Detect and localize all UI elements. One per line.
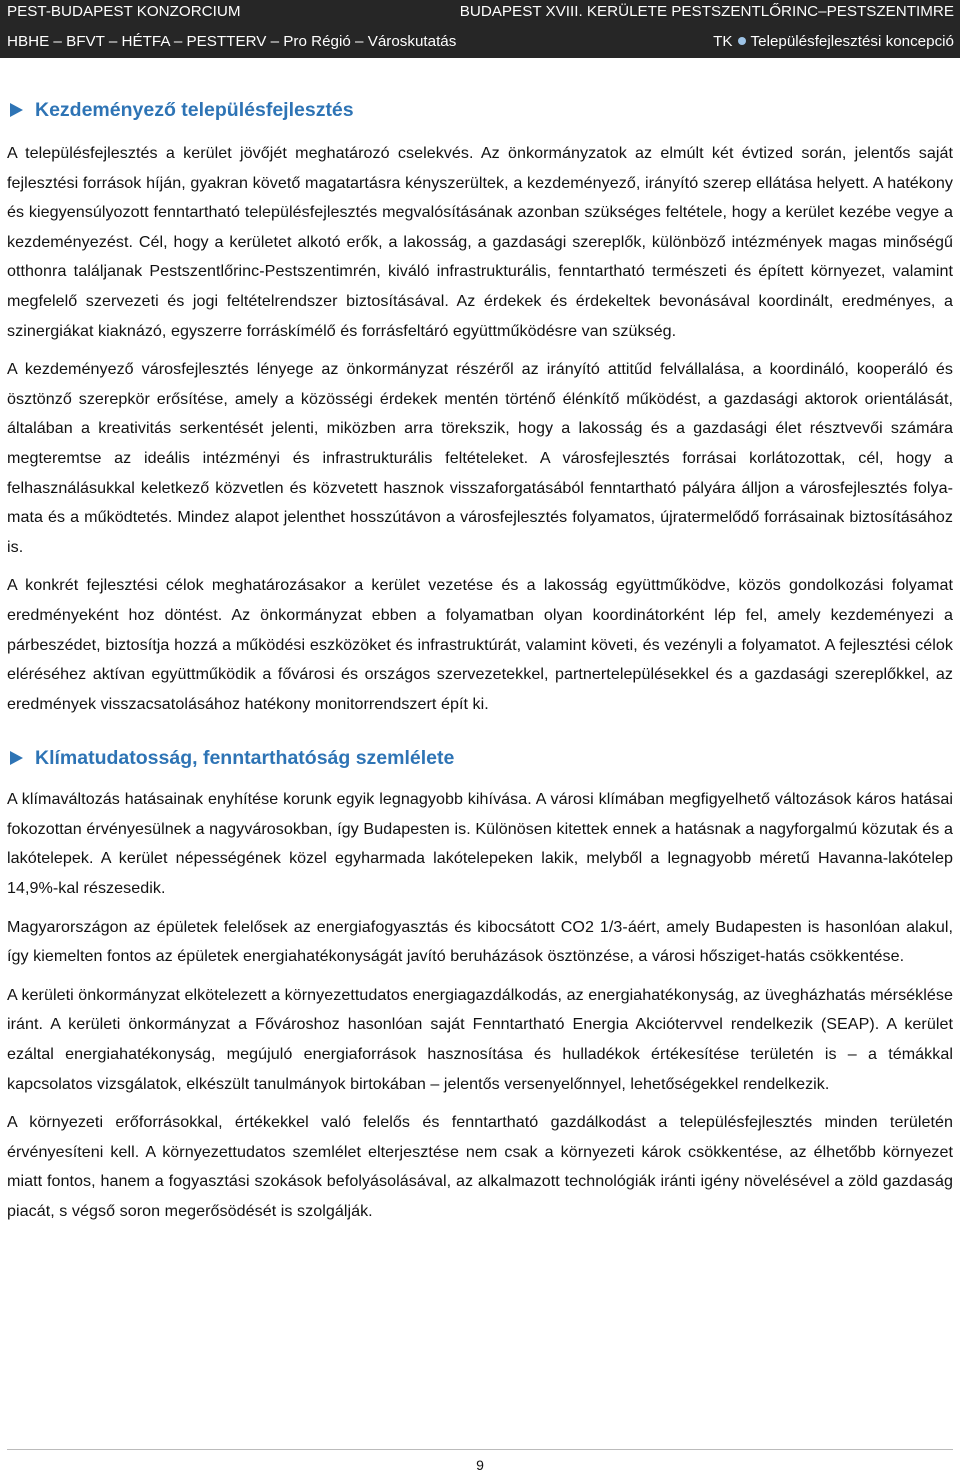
section-kezdemenyezo	[7, 97, 953, 719]
partners-list: HBHE – BFVT – HÉTFA – PESTTERV – Pro Régió – Városkutatás	[7, 33, 457, 50]
section-heading-text: Klímatudatosság, fenntarthatóság szemlélete	[35, 747, 455, 770]
district-name: BUDAPEST XVIII. KERÜLETE PESTSZENTLŐRINC–PESTSZENTIMRE	[459, 3, 954, 20]
page-number: 9	[476, 1457, 484, 1473]
section-heading	[7, 745, 953, 771]
section-heading	[7, 97, 953, 123]
paragraph: A településfejlesztés a kerület jövőjét meghatározó cselekvés. Az önkormányzatok az elmúlt két évtized során, jelentős saját fejlesztési források híján, gyakran követő magatartásra kényszerültek, a kezdeményező, irányító szerep ellátása helyett. A hatékony és kiegyensúlyozott fenntartható településfejlesztés megvalósításának azonban szükséges feltétele, hogy a kerület kezébe vegye a kezdeményezést. Cél, hogy a kerületet alkotó erők, a lakosság, a gazdasági szereplők, különböző intézmények magas minőségű otthonra találjanak Pestszentlőrinc-Pestszentimrén, kiváló infrastrukturális, fenntartható természeti és épített környezet, valamint megfelelő szervezeti és jogi feltételrendszer biztosításával. Az érdekek és érdekeltek bevonásával koordinált, eredményes, a szinergiákat kiaknázó, egyszerre forráskímélő és forrásfeltáró együttműködésre van szükség.	[7, 144, 953, 340]
paragraph: A kezdeményező városfejlesztés lényege az önkormányzat részéről az irányító attitűd felvállalása, a koordináló, kooperáló és ösztönző szerepkör erősítése, amely a közösségi érdekek mentén történő élénkítő működést, a gazdasági aktorok orientálását, általában a kreativitás serkentését jelenti, miközben arra törekszik, hogy a lakosság és a gazdasági élet résztvevői számára megteremtse az ideális intézményi és infrastrukturális feltételeket. A városfejlesztés forrásai korlátozottak, cél, hogy a felhasználásukkal keletkező közvetlen és közvetett hasznok visszaforgatásából fenntartható pályára álljon a városfejlesztés folyamata és a működtetés. Mindez alapot jelenthet hosszútávon a városfejlesztés folyamatos, újratermelődő forrásainak biztosításához is.	[7, 360, 953, 556]
paragraph: A kerületi önkormányzat elkötelezett a környezettudatos energiagazdálkodás, az energiahatékonyság, az üvegházhatás mérséklése iránt. A kerületi önkormányzat a Fővároshoz hasonlóan saját Fenntartható Energia Akciótervvel rendelkezik (SEAP). A kerület ezáltal energiahatékonyság, megújuló energiaforrások hasznosítása és hulladékok értékesítése területén is – a témákkal kapcsolatos vizsgálatok, elkészült tanulmányok birtokában – jelentős versenyelőnnyel, lehetőségekkel rendelkezik.	[7, 985, 953, 1093]
header-top-row	[7, 3, 954, 21]
page-header	[0, 0, 960, 58]
header-bottom-row	[7, 33, 954, 51]
paragraph: A klímaváltozás hatásainak enyhítése korunk egyik legnagyobb kihívása. A városi klímában megfigyelhető változások káros hatásai fokozottan érvényesülnek a nagyvárosokban, így Budapesten is. Különösen kitettek ennek a hatásnak a nagyforgalmú közutak és a lakótelepek. A kerület népességének közel egyharmada lakótelepeken lakik, melyből a legnagyobb méretű Havanna-lakótelep 14,9%-kal részesedik.	[7, 790, 953, 898]
section-klimatudatossag	[7, 745, 953, 1226]
document-type-prefix: TK	[713, 33, 733, 50]
section-heading-text: Kezdeményező településfejlesztés	[35, 99, 354, 121]
document-type	[713, 33, 954, 51]
document-type-title: Településfejlesztési koncepció	[750, 33, 954, 50]
paragraph: A konkrét fejlesztési célok meghatározásakor a kerület vezetése és a lakosság együttműködve, közös gondolkozási folyamat eredményeként hoz döntést. Az önkormányzat ebben a folyamatban olyan koordinátorként lép fel, amely kezdeményezi a párbeszédet, biztosítja hozzá a működési eszközöket és infrastruktúrát, valamint követi, és vezényli a folyamatot. A fejlesztési célok eléréséhez aktívan együttműködik a fővárosi és országos szervezetekkel, partnertelepülésekkel és a gazdasági szereplőkkel, az eredmények visszacsatolásához hatékony monitorrendszert épít ki.	[7, 576, 953, 713]
page-body	[7, 97, 953, 1236]
footer-divider	[7, 1449, 953, 1450]
paragraph: A környezeti erőforrásokkal, értékekkel való felelős és fenntartható gazdálkodást a településfejlesztés minden területén érvényesíteni kell. A környezettudatos szemlélet elterjesztése nem csak a környezeti károk csökkentése, az élhetőbb környezet miatt fontos, hanem a fogyasztási szokások befolyásolásával, az alkalmazott technológiák iránti igény növelésével a zöld gazdaság piacát, s végső soron megerősödését is szolgálják.	[7, 1113, 953, 1220]
paragraph: Magyarországon az épületek felelősek az energiafogyasztás és kibocsátott CO2 1/3-áért, amely Budapesten is hasonlóan alakul, így kiemelten fontos az épületek energiahatékonyságát javító beruházások ösztönzése, a városi hősziget-hatás csökkentése.	[7, 917, 953, 966]
bullet-dot-icon	[738, 37, 746, 45]
consortium-name: PEST-BUDAPEST KONZORCIUM	[7, 3, 241, 20]
triangle-bullet-icon	[10, 751, 23, 765]
triangle-bullet-icon	[10, 103, 23, 117]
